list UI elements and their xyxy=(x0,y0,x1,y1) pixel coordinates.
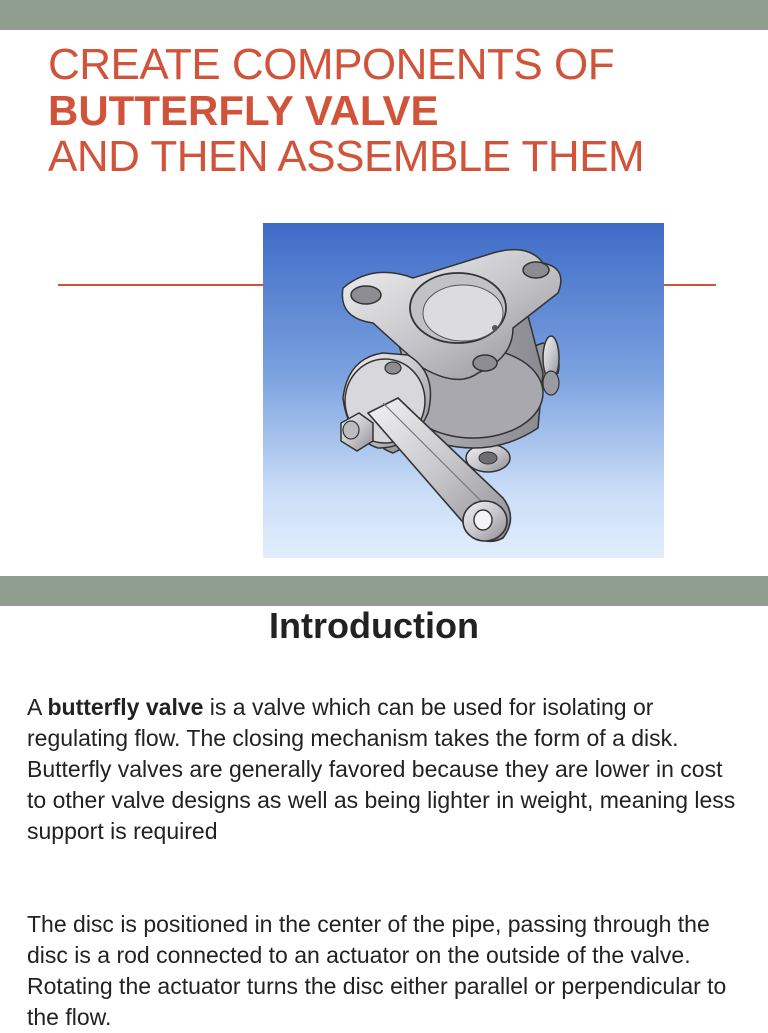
intro-paragraph-1 xyxy=(27,692,737,847)
introduction-heading: Introduction xyxy=(269,605,479,646)
p1-second-sentence: Butterfly valves are generally favored because they are lower in cost to other valve designs as well as being lighter in weight, meaning less support is required xyxy=(27,756,736,844)
introduction-slide xyxy=(0,605,768,1030)
title-line-2: BUTTERFLY VALVE xyxy=(48,87,439,134)
slide-title xyxy=(48,42,748,180)
title-line-1: CREATE COMPONENTS OF xyxy=(48,40,615,89)
p1-prefix: A xyxy=(27,694,48,720)
intro-paragraph-2: The disc is positioned in the center of the pipe, passing through the disc is a rod connected to an actuator on the outside of the valve. Rotating the actuator turns the disc either parallel or perpendicular to the flow. xyxy=(27,911,727,1030)
slide-divider-band xyxy=(0,576,768,606)
valve-assembly-figure xyxy=(263,223,664,558)
top-header-band xyxy=(0,0,768,30)
p1-bold-term: butterfly valve xyxy=(47,694,204,720)
title-rule-right xyxy=(664,284,716,286)
title-rule-left xyxy=(58,284,264,286)
p1-rest: is a valve which can be used for isolating or regulating flow. The closing mechanism takes the form of a disk. xyxy=(27,694,679,751)
valve-render xyxy=(263,223,664,558)
title-slide xyxy=(0,30,768,576)
title-line-3: AND THEN ASSEMBLE THEM xyxy=(48,132,645,181)
